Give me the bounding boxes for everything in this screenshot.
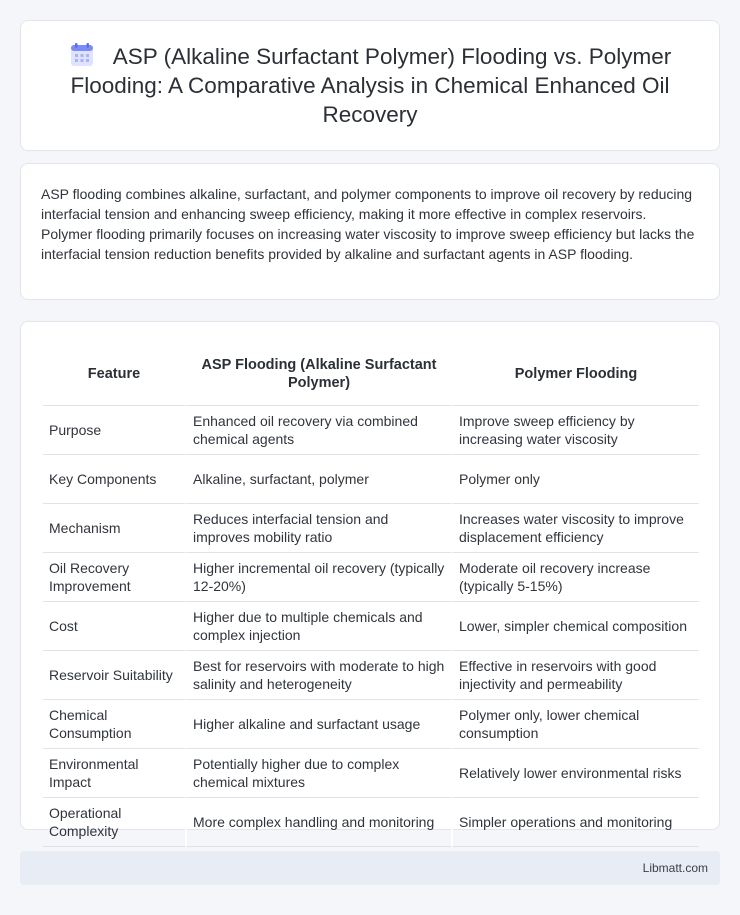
page-title	[45, 42, 695, 129]
polymer-cell: Polymer only, lower chemical consumption	[451, 700, 699, 749]
feature-cell: Purpose	[43, 406, 185, 455]
title-card	[20, 20, 720, 151]
header-feature: Feature	[43, 342, 185, 406]
polymer-cell: Relatively lower environmental risks	[451, 749, 699, 798]
polymer-cell: Increases water viscosity to improve displacement efficiency	[451, 504, 699, 553]
feature-cell: Oil Recovery Improvement	[43, 553, 185, 602]
table-header-row	[43, 342, 699, 406]
feature-cell: Cost	[43, 602, 185, 651]
polymer-cell: Simpler operations and monitoring	[451, 798, 699, 847]
table-row	[43, 798, 699, 847]
feature-cell: Mechanism	[43, 504, 185, 553]
asp-cell: Reduces interfacial tension and improves mobility ratio	[185, 504, 451, 553]
polymer-cell: Effective in reservoirs with good injectivity and permeability	[451, 651, 699, 700]
comparison-table-card	[20, 321, 720, 839]
asp-cell: Higher incremental oil recovery (typically 12-20%)	[185, 553, 451, 602]
table-row	[43, 455, 699, 504]
polymer-cell: Moderate oil recovery increase (typically 5-15%)	[451, 553, 699, 602]
feature-cell: Environmental Impact	[43, 749, 185, 798]
table-row	[43, 406, 699, 455]
intro-card	[20, 163, 720, 300]
feature-cell: Reservoir Suitability	[43, 651, 185, 700]
polymer-cell: Improve sweep efficiency by increasing water viscosity	[451, 406, 699, 455]
feature-cell: Chemical Consumption	[43, 700, 185, 749]
table-row	[43, 749, 699, 798]
footer-brand-link[interactable]: Libmatt.com	[642, 861, 708, 875]
table-row	[43, 651, 699, 700]
feature-cell: Key Components	[43, 455, 185, 504]
page-title-text: ASP (Alkaline Surfactant Polymer) Flooding vs. Polymer Flooding: A Comparative Analysis in Chemical Enhanced Oil Recovery	[70, 44, 672, 127]
table-row	[43, 504, 699, 553]
table-row	[43, 700, 699, 749]
header-polymer-flooding: Polymer Flooding	[451, 342, 699, 406]
asp-cell: Higher due to multiple chemicals and complex injection	[185, 602, 451, 651]
feature-cell: Operational Complexity	[43, 798, 185, 847]
comparison-table	[43, 342, 699, 847]
header-asp-flooding: ASP Flooding (Alkaline Surfactant Polymer)	[185, 342, 451, 406]
table-row	[43, 553, 699, 602]
polymer-cell: Polymer only	[451, 455, 699, 504]
asp-cell: Alkaline, surfactant, polymer	[185, 455, 451, 504]
intro-paragraph: ASP flooding combines alkaline, surfactant, and polymer components to improve oil recovery by reducing interfacial tension and enhancing sweep efficiency, making it more effective in complex reservoirs. Polymer flooding primarily focuses on increasing water viscosity to improve sweep efficiency but lacks the interfacial tension reduction benefits provided by alkaline and surfactant agents in ASP flooding.	[41, 186, 695, 262]
asp-cell: Higher alkaline and surfactant usage	[185, 700, 451, 749]
asp-cell: More complex handling and monitoring	[185, 798, 451, 847]
table-row	[43, 602, 699, 651]
asp-cell: Enhanced oil recovery via combined chemical agents	[185, 406, 451, 455]
footer	[20, 851, 720, 885]
asp-cell: Potentially higher due to complex chemical mixtures	[185, 749, 451, 798]
calendar-icon	[69, 42, 95, 68]
polymer-cell: Lower, simpler chemical composition	[451, 602, 699, 651]
asp-cell: Best for reservoirs with moderate to high salinity and heterogeneity	[185, 651, 451, 700]
